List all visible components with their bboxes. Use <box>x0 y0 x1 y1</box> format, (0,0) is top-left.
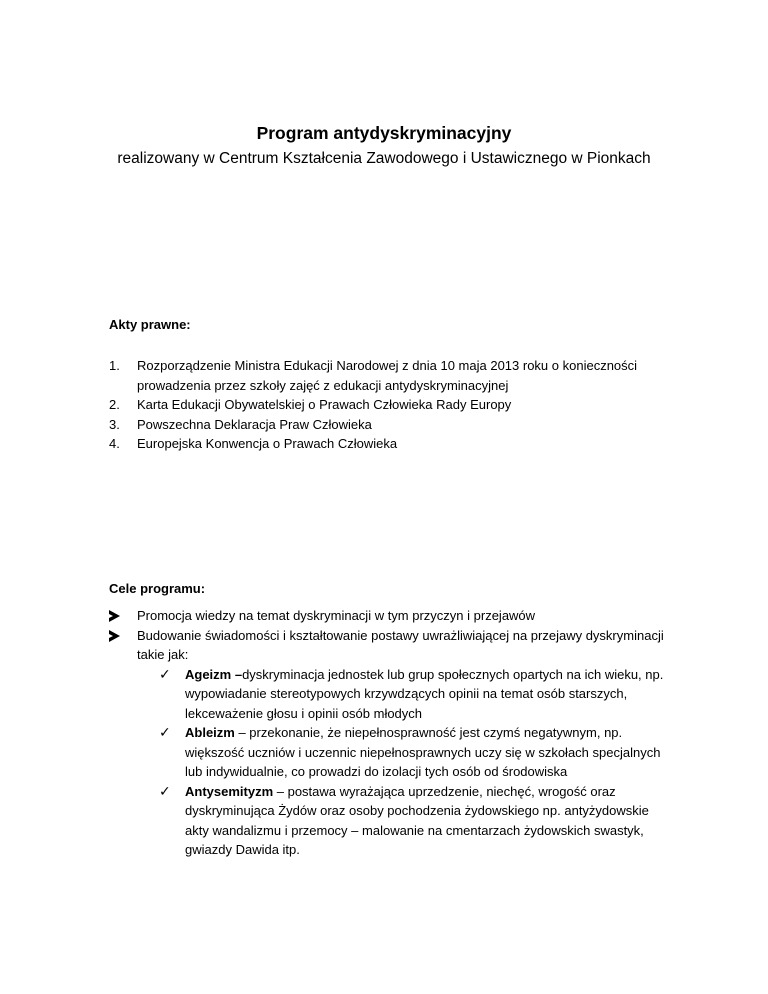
list-item <box>109 626 669 860</box>
list-number: 4. <box>109 436 120 451</box>
list-number: 3. <box>109 416 120 432</box>
list-item <box>157 782 669 860</box>
list-item-text: Budowanie świadomości i kształtowanie postawy uwrażliwiającej na przejawy dyskryminacji takie jak: <box>137 627 664 662</box>
term-label: Ageizm – <box>185 666 243 682</box>
list-item <box>109 415 649 435</box>
document-title: Program antydyskryminacyjny <box>256 123 512 143</box>
list-number: 2. <box>109 397 120 412</box>
term-label: Ableizm <box>185 725 235 740</box>
term-label: Antysemityzm <box>185 783 274 799</box>
checkmark-icon: ✓ <box>159 782 171 799</box>
list-item <box>109 606 669 626</box>
arrow-bullet-icon <box>109 630 120 642</box>
list-item-text: Promocja wiedzy na temat dyskryminacji w tym przyczyn i przejawów <box>137 608 536 623</box>
term-definition: – postawa wyrażająca uprzedzenie, niechęć, wrogość oraz dyskryminująca Żydów oraz osoby pochodzenia żydowskiego np. antyżydowskie akty wandalizmu i przemocy – malowanie na cmentarzach żydowskich swastyk, gwiazdy Dawida itp. <box>185 783 649 857</box>
list-item <box>157 723 669 782</box>
list-item <box>157 665 669 724</box>
goals-list <box>109 606 669 860</box>
list-item-text: Europejska Konwencja o Prawach Człowieka <box>137 436 398 451</box>
term-definition: – przekonanie, że niepełnosprawność jest czymś negatywnym, np. większość uczniów i uczennic niepełnosprawnych uczy się w szkołach specjalnych lub indywidualnie, co prowadzi do izolacji tych osób od środowiska <box>185 725 661 779</box>
legal-acts-list <box>109 356 649 454</box>
checkmark-icon: ✓ <box>159 724 171 740</box>
legal-acts-heading: Akty prawne: <box>109 317 191 332</box>
term-definition: dyskryminacja jednostek lub grup społecznych opartych na ich wieku, np. wypowiadanie stereotypowych krzywdzących opinii na temat osób starszych, lekceważenie głosu i opinii osób młodych <box>185 666 664 721</box>
document-subtitle: realizowany w Centrum Kształcenia Zawodowego i Ustawicznego w Pionkach <box>117 150 651 167</box>
discrimination-types-list <box>137 665 669 860</box>
list-item-text: Karta Edukacji Obywatelskiej o Prawach Człowieka Rady Europy <box>137 397 512 412</box>
list-number: 1. <box>109 358 120 373</box>
list-item <box>109 434 649 454</box>
goals-heading: Cele programu: <box>109 581 206 596</box>
list-item-text: Powszechna Deklaracja Praw Człowieka <box>137 416 372 432</box>
arrow-bullet-icon <box>109 610 120 622</box>
list-item-text: Rozporządzenie Ministra Edukacji Narodowej z dnia 10 maja 2013 roku o konieczności prowadzenia przez szkoły zajęć z edukacji antydyskryminacyjnej <box>137 358 638 393</box>
list-item <box>109 395 649 415</box>
list-item <box>109 356 649 395</box>
checkmark-icon: ✓ <box>159 665 171 682</box>
